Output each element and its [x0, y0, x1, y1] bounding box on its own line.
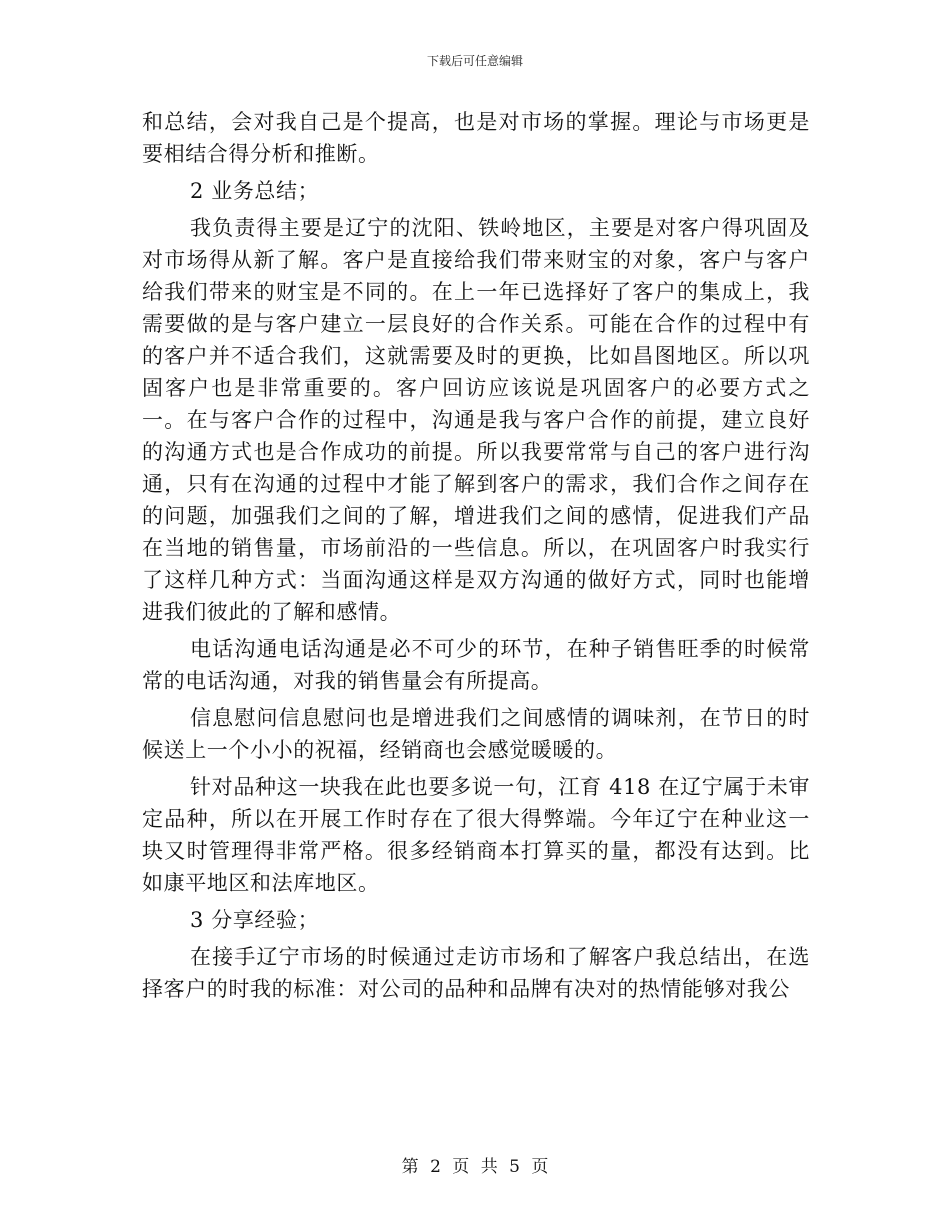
- paragraph-5: 针对品种这一块我在此也要多说一句，江育 418 在辽宁属于未审定品种，所以在开展工作时存在了很大得弊端。今年辽宁在种业这一块又时管理得非常严格。很多经销商本打算买的量，都没有达到。比如康平地区和法库地区。: [142, 775, 810, 895]
- page-footer: 第 2 页 共 5 页: [401, 1157, 549, 1177]
- page-header: 下载后可任意编辑: [426, 54, 523, 68]
- paragraph-6: 在接手辽宁市场的时候通过走访市场和了解客户我总结出，在选择客户的时我的标准：对公司的品种和品牌有决对的热情能够对我公: [142, 945, 810, 1001]
- paragraph-3: 电话沟通电话沟通是必不可少的环节，在种子销售旺季的时候常常的电话沟通，对我的销售量会有所提高。: [142, 637, 810, 693]
- paragraph-2: 我负责得主要是辽宁的沈阳、铁岭地区，主要是对客户得巩固及对市场得从新了解。客户是直接给我们带来财宝的对象，客户与客户给我们带来的财宝是不同的。在上一年已选择好了客户的集成上，我需要做的是与客户建立一层良好的合作关系。可能在合作的过程中有的客户并不适合我们，这就需要及时的更换，比如昌图地区。所以巩固客户也是非常重要的。客户回访应该说是巩固客户的必要方式之一。在与客户合作的过程中，沟通是我与客户合作的前提，建立良好的沟通方式也是合作成功的前提。所以我要常常与自己的客户进行沟通，只有在沟通的过程中才能了解到客户的需求，我们合作之间存在的问题，加强我们之间的了解，增进我们之间的感情，促进我们产品在当地的销售量，市场前沿的一些信息。所以，在巩固客户时我实行了这样几种方式：当面沟通这样是双方沟通的做好方式，同时也能增进我们彼此的了解和感情。: [142, 216, 810, 624]
- paragraph-1: 和总结，会对我自己是个提高，也是对市场的掌握。理论与市场更是要相结合得分析和推断。: [142, 110, 810, 166]
- document-body: [142, 106, 810, 1005]
- section-heading-3: 3 分享经验；: [190, 908, 320, 932]
- paragraph-4: 信息慰问信息慰问也是增进我们之间感情的调味剂，在节日的时候送上一个小小的祝福，经销商也会感觉暖暖的。: [142, 706, 810, 762]
- section-heading-2: 2 业务总结；: [190, 179, 320, 203]
